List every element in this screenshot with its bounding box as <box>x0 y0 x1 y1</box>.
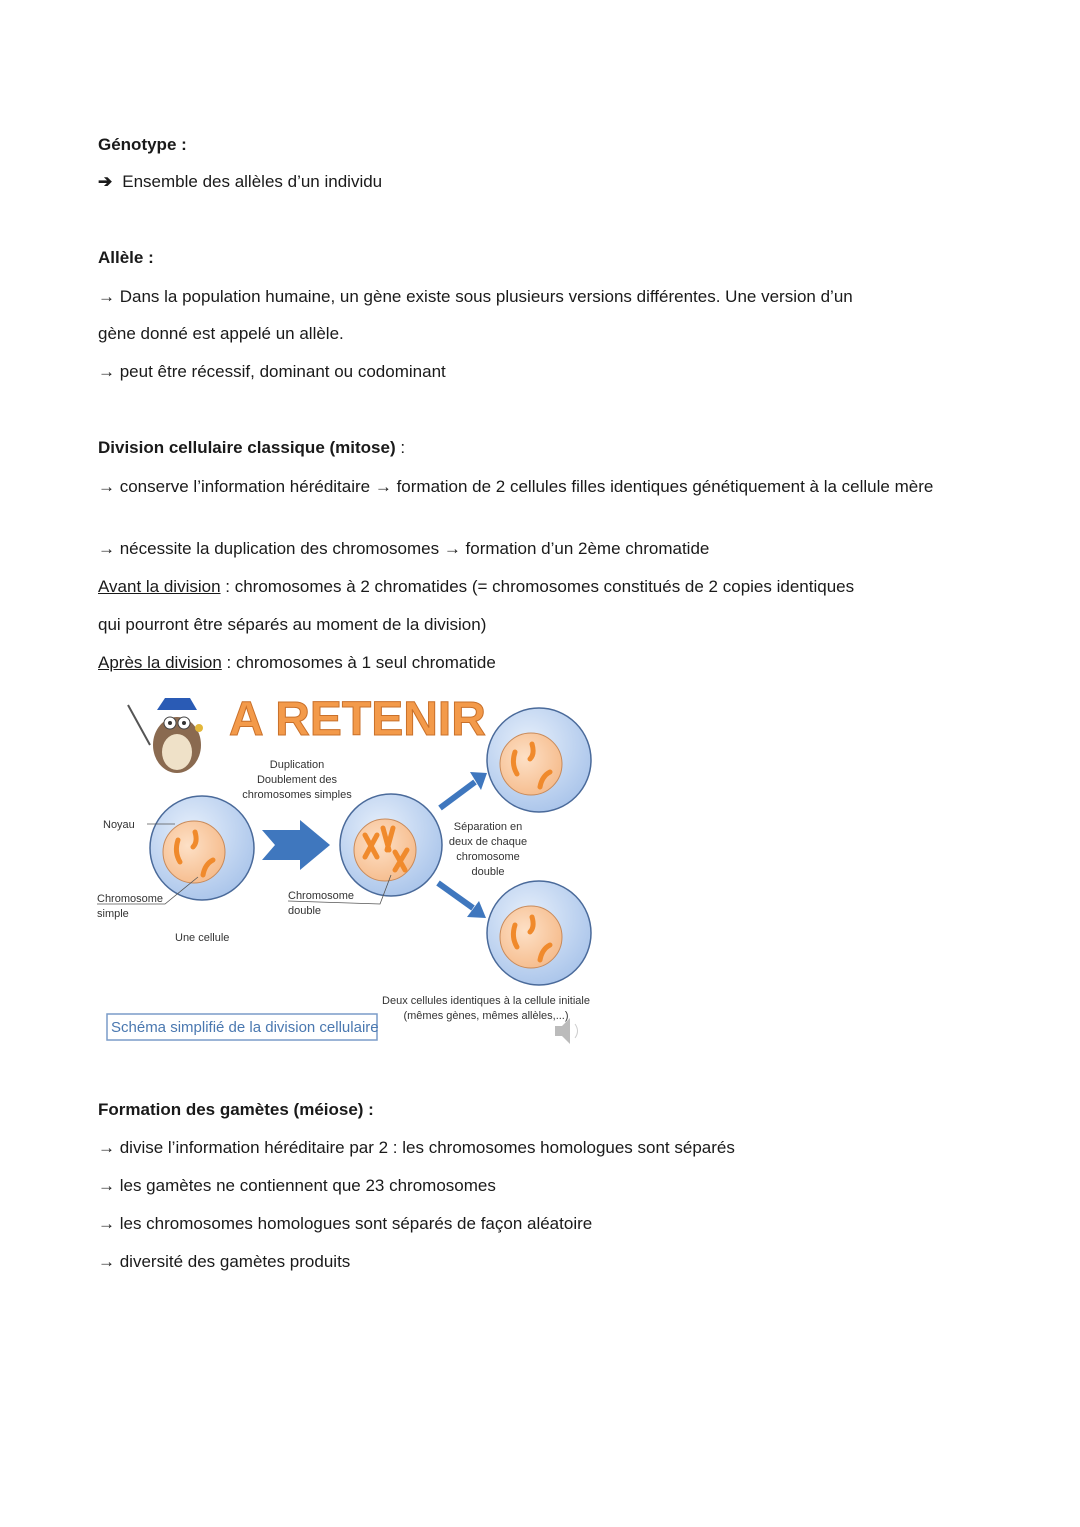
before-text: : chromosomes à 2 chromatides (= chromosomes constitués de 2 copies identiques <box>220 577 855 596</box>
allele-line1: → Dans la population humaine, un gène existe sous plusieurs versions différentes. Une version d’un <box>98 287 853 306</box>
genotype-definition-text: Ensemble des allèles d’un individu <box>122 172 383 191</box>
mitosis-heading <box>98 436 405 460</box>
meiosis-line2: → les gamètes ne contiennent que 23 chromosomes <box>98 1176 496 1195</box>
chromosome-double-label-2: double <box>288 905 322 917</box>
cell-duplicated <box>340 794 442 896</box>
separation-label-4: double <box>471 866 505 878</box>
mitosis-heading-colon: : <box>395 438 406 457</box>
mitosis-before-cont: qui pourront être séparés au moment de la division) <box>98 615 487 634</box>
meiosis-line3: → les chromosomes homologues sont séparés de façon aléatoire <box>98 1214 593 1233</box>
allele-line2: gène donné est appelé un allèle. <box>98 324 344 343</box>
arrow-icon: ➔ <box>98 172 113 191</box>
chromosome-simple-label-2: simple <box>97 908 129 920</box>
allele-heading: Allèle : <box>98 248 154 267</box>
diagram-title: A RETENIR <box>229 693 486 746</box>
duplication-label-2: Doublement des <box>256 774 338 786</box>
meiosis-line4: → diversité des gamètes produits <box>98 1252 351 1271</box>
cell-division-diagram <box>95 690 605 1050</box>
separation-label-3: chromosome <box>456 851 520 863</box>
duplication-label-3: chromosomes simples <box>242 789 352 801</box>
cell-initial <box>150 796 254 900</box>
owl-teacher-icon <box>128 698 203 773</box>
chromosome-simple-label-1: Chromosome <box>97 893 164 905</box>
result-label-2: (mêmes gènes, mêmes allèles,...) <box>403 1010 569 1022</box>
before-label: Avant la division <box>98 577 221 596</box>
after-label: Après la division <box>98 653 222 672</box>
separation-label-2: deux de chaque <box>448 836 528 848</box>
mitosis-heading-text: Division cellulaire classique (mitose) <box>98 438 396 457</box>
genotype-heading: Génotype : <box>98 135 187 154</box>
result-label-1: Deux cellules identiques à la cellule initiale <box>382 995 590 1007</box>
cell-daughter-2 <box>487 881 591 985</box>
mitosis-before <box>98 575 854 599</box>
duplication-arrow-icon <box>262 820 330 870</box>
duplication-label-1: Duplication <box>269 759 325 771</box>
une-cellule-label: Une cellule <box>175 932 230 944</box>
after-text: : chromosomes à 1 seul chromatide <box>221 653 496 672</box>
noyau-label: Noyau <box>103 819 135 831</box>
chromosome-double-label-1: Chromosome <box>288 890 355 902</box>
mitosis-line1: → conserve l’information héréditaire → formation de 2 cellules filles identiques génétiquement à la cellule mère <box>98 477 934 496</box>
genotype-definition <box>98 170 382 194</box>
mitosis-after <box>98 651 496 675</box>
allele-line3: → peut être récessif, dominant ou codominant <box>98 362 446 381</box>
diagram-caption: Schéma simplifié de la division cellulaire <box>111 1019 379 1036</box>
mitosis-line2: → nécessite la duplication des chromosomes → formation d’un 2ème chromatide <box>98 539 710 558</box>
meiosis-line1: → divise l’information héréditaire par 2 : les chromosomes homologues sont séparés <box>98 1138 735 1157</box>
separation-label-1: Séparation en <box>453 821 523 833</box>
cell-daughter-1 <box>487 708 591 812</box>
meiosis-heading: Formation des gamètes (méiose) : <box>98 1100 374 1119</box>
